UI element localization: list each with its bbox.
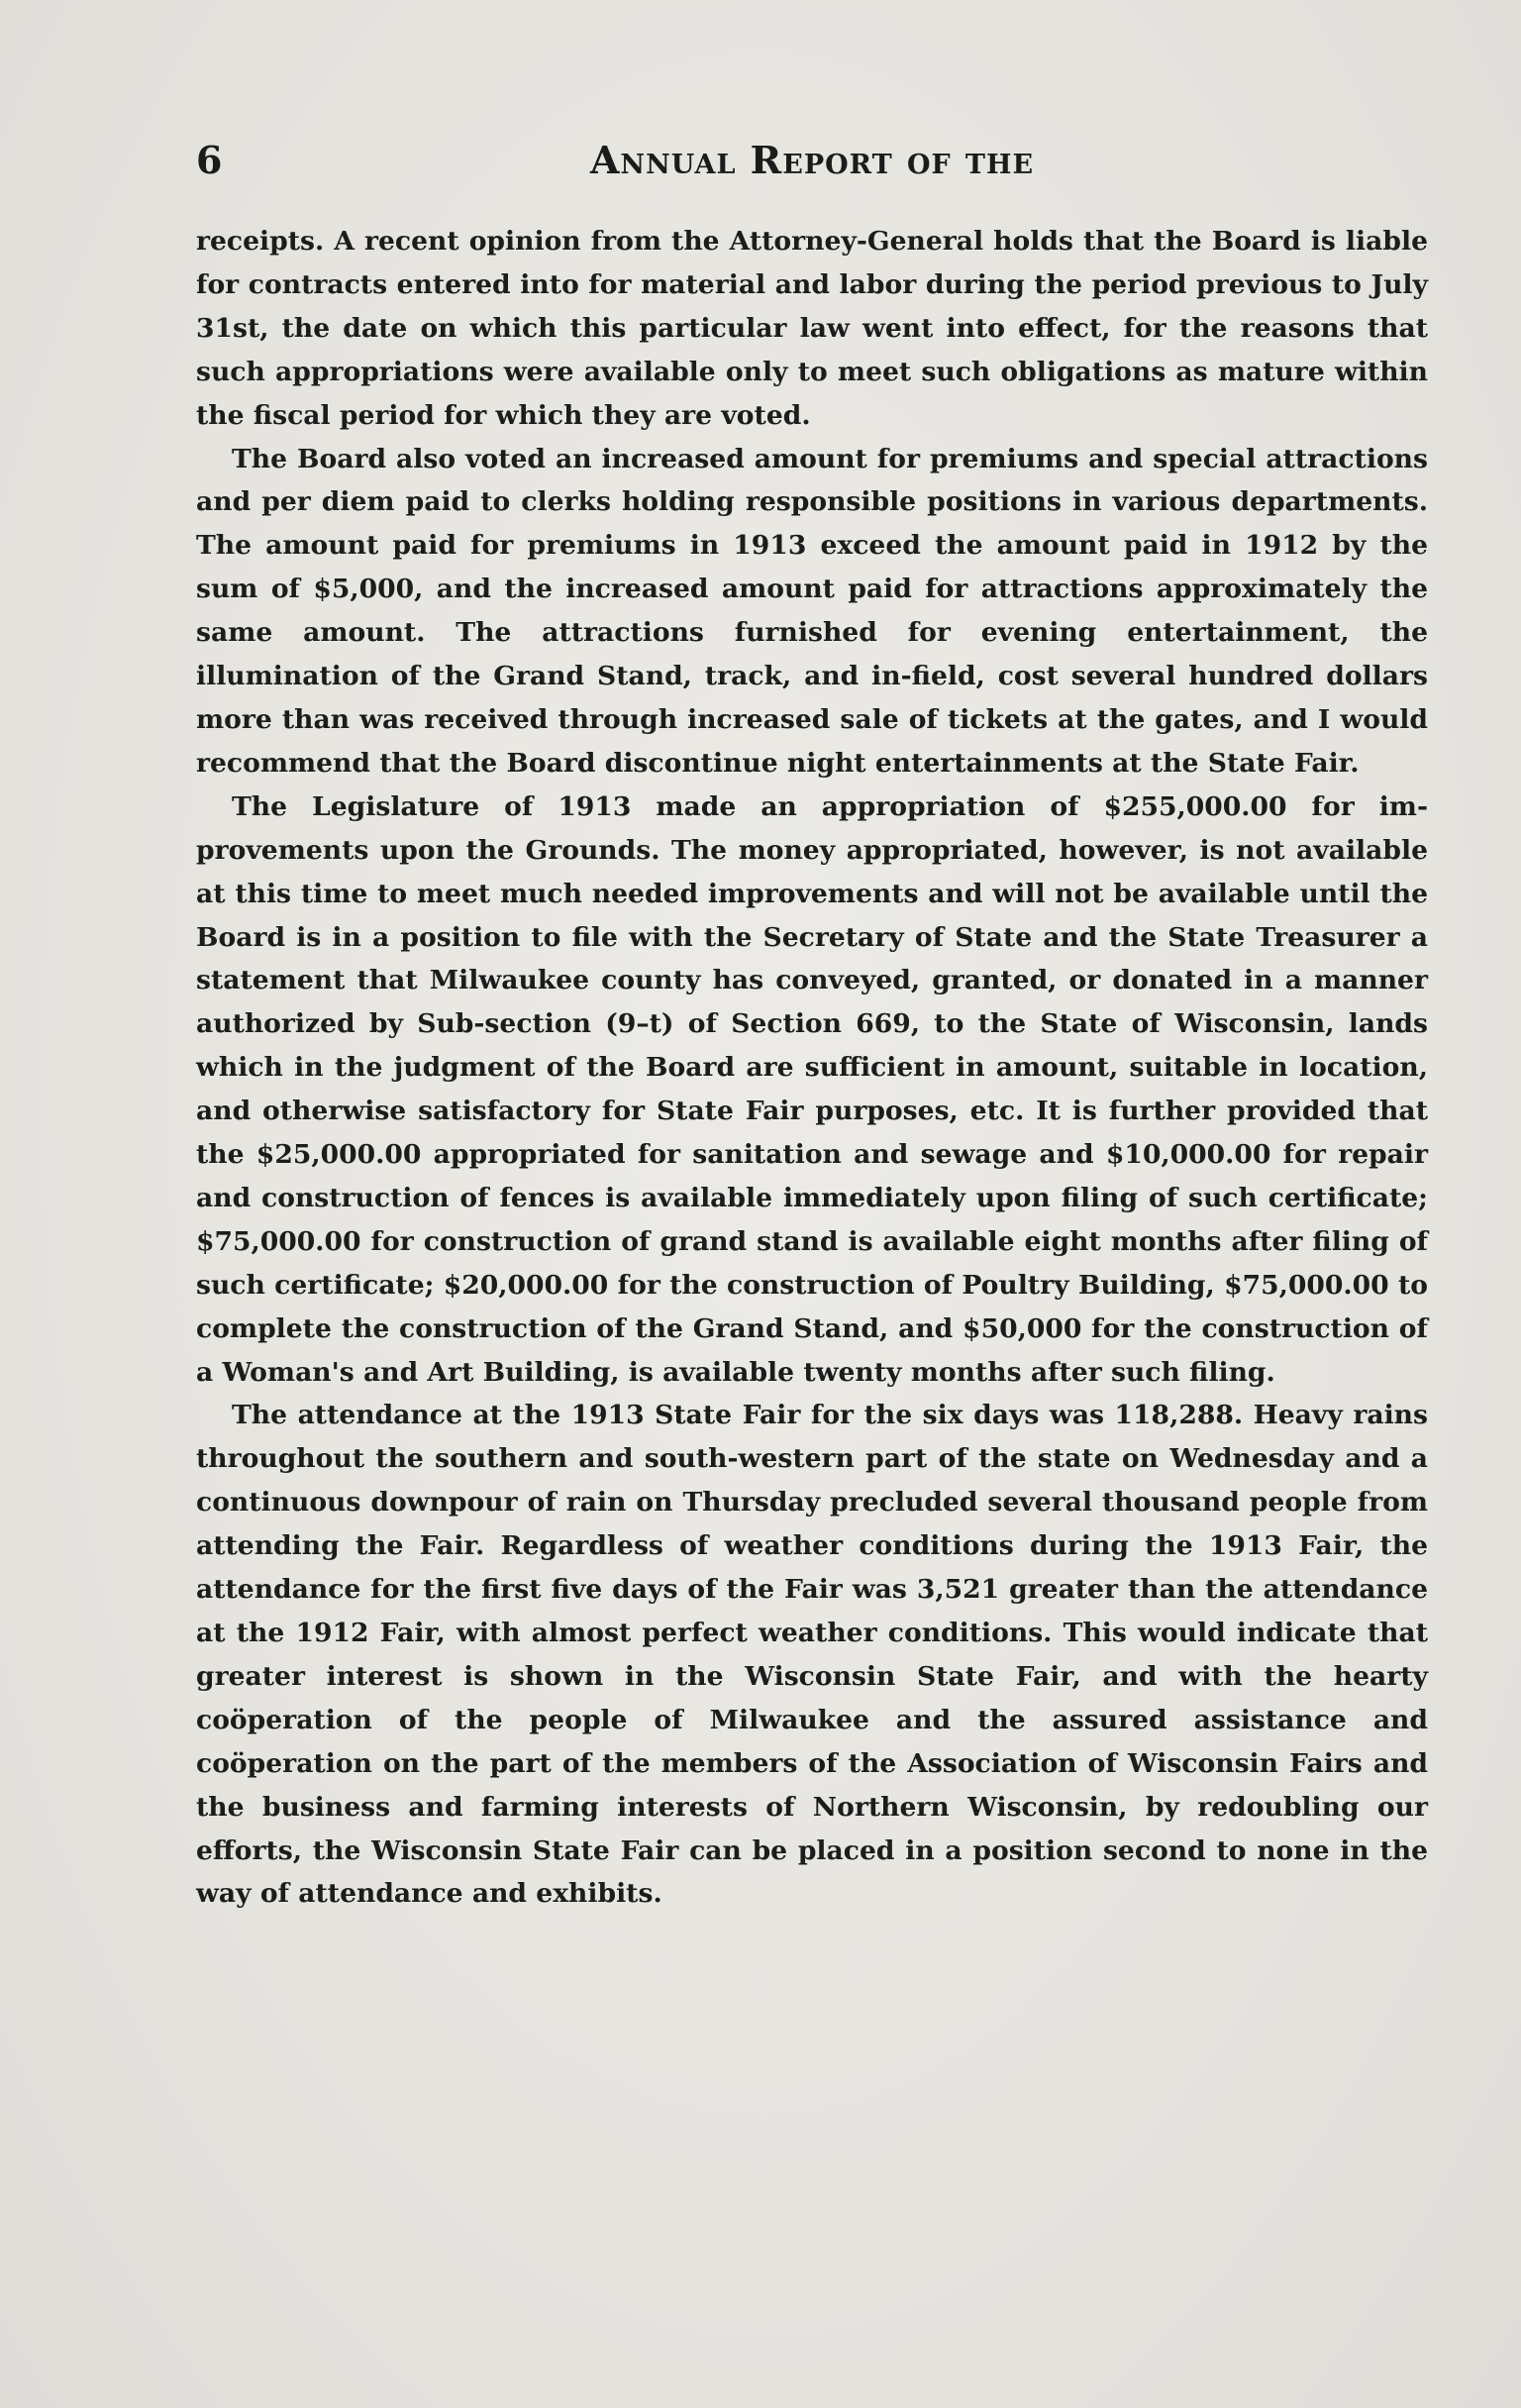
body-text [196,220,1428,1916]
paragraph-legislature-appropriation: The Legislature of 1913 made an appropriation of $255,000.00 for improvements upon the Grounds. The money appropriated, however, is not available at this time to meet much needed improvements and will not be available until the Board is in a position to file with the Secretary of State and the State Treasurer a statement that Milwaukee county has conveyed, granted, or donated in a manner authorized by Sub-section (9–t) of Section 669, to the State of Wisconsin, lands which in the judgment of the Board are sufficient in amount, suitable in location, and otherwise satisfactory for State Fair purposes, etc. It is further provided that the $25,000.00 appropriated for sanitation and sewage and $10,000.00 for repair and construction of fences is available immediately upon filing of such certificate; $75,000.00 for construction of grand stand is available eight months after filing of such certificate; $20,000.00 for the construction of Poultry Building, $75,000.00 to complete the construction of the Grand Stand, and $50,000 for the construction of a Woman's and Art Building, is available twenty months after such filing. [196,790,1428,1388]
page-number: 6 [196,138,223,182]
page-header [196,131,1428,190]
paragraph-premiums-attractions: The Board also voted an increased amount for premiums and special attractions and per diem paid to clerks holding responsible positions in various departments. The amount paid for premiums in 1913 exceed the amount paid in 1912 by the sum of $5,000, and the increased amount paid for attractions approximately the same amount. The attractions furnished for evening entertainment, the illumination of the Grand Stand, track, and in-field, cost several hundred dollars more than was received through increased sale of tickets at the gates, and I would recommend that the Board discontinue night entertainments at the State Fair. [196,443,1428,779]
running-title: Annual Report of the [589,138,1035,182]
paragraph-contracts-opinion: receipts. A recent opinion from the Attorney-General holds that the Board is liable for contracts entered into for material and labor during the period previous to July 31st, the date on which this particular law went into effect, for the reasons that such appropriations were available only to meet such obligations as mature within the fiscal period for which they are voted. [196,226,1428,431]
paragraph-attendance: The attendance at the 1913 State Fair for the six days was 118,288. Heavy rains throughout the southern and south-western part of the state on Wednesday and a continuous downpour of rain on Thursday precluded several thousand people from attending the Fair. Regardless of weather conditions during the 1913 Fair, the attendance for the first five days of the Fair was 3,521 greater than the attendance at the 1912 Fair, with almost perfect weather conditions. This would indicate that greater interest is shown in the Wisconsin State Fair, and with the hearty coöperation of the people of Milwaukee and the assured assistance and coöperation on the part of the members of the Association of Wisconsin Fairs and the business and farming interests of Northern Wisconsin, by redoubling our efforts, the Wisconsin State Fair can be placed in a position second to none in the way of attendance and exhibits. [196,1400,1428,1910]
